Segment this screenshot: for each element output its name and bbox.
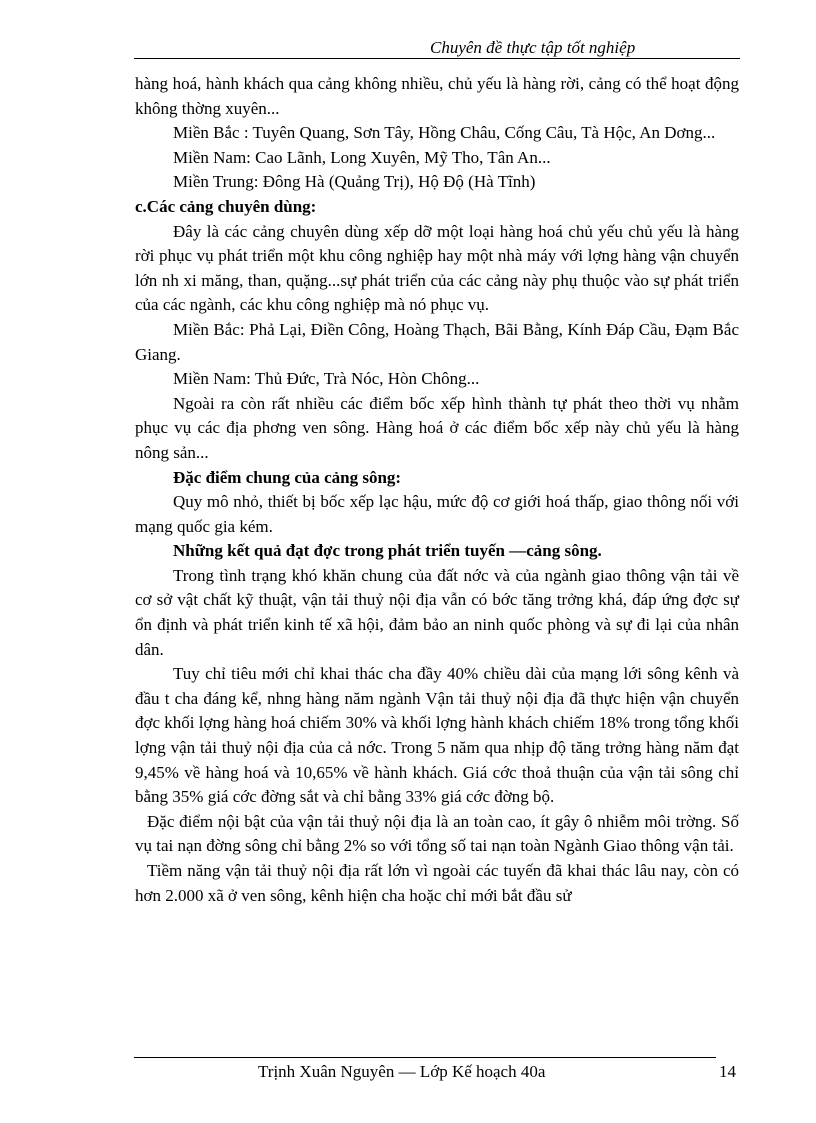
footer-divider [134, 1057, 716, 1058]
paragraph: Miền Nam: Thủ Đức, Trà Nóc, Hòn Chông... [173, 369, 480, 389]
paragraph: Miền Trung: Đông Hà (Quảng Trị), Hộ Độ (Hà Tĩnh) [173, 172, 536, 192]
paragraph: Miền Nam: Cao Lãnh, Long Xuyên, Mỹ Tho, Tân An... [173, 147, 551, 167]
header-divider [134, 58, 740, 59]
paragraph: Quy mô nhỏ, thiết bị bốc xếp lạc hậu, mức độ cơ giới hoá thấp, giao thông nối với mạng quốc gia kém. [135, 492, 739, 536]
paragraph: Ngoài ra còn rất nhiều các điểm bốc xếp hình thành tự phát theo thời vụ nhằm phục vụ các địa phơng ven sông. Hàng hoá ở các điểm bốc xếp này chủ yếu là hàng nông sản... [135, 393, 739, 462]
section-heading: c.Các cảng chuyên dùng: [135, 196, 317, 216]
section-heading: Những kết quả đạt đợc trong phát triển tuyến —cảng sông. [173, 541, 602, 561]
page-header-title: Chuyên đề thực tập tốt nghiệp [430, 38, 636, 57]
page-number: 14 [719, 1062, 736, 1081]
paragraph: Tuy chỉ tiêu mới chỉ khai thác cha đầy 40% chiều dài của mạng lới sông kênh và đầu t cha đáng kể, nhng hàng năm ngành Vận tải thuỷ nội địa đã thực hiện vận chuyển đợc khối lợng hàng hoá chiếm 30% và khối lợng hành khách chiếm 18% trong tổng khối lợng vận tải thuỷ nội địa của cả nớc. Trong 5 năm qua nhịp độ tăng trởng hàng năm đạt 9,45% về hàng hoá và 10,65% về hành khách. Giá cớc thoả thuận của vận tải sông chỉ bằng 35% giá cớc đờng sắt và chỉ bằng 33% giá cớc đờng bộ. [135, 664, 739, 807]
paragraph: Đặc điểm nội bật của vận tải thuỷ nội địa là an toàn cao, ít gây ô nhiễm môi trờng. Số vụ tai nạn đờng sông chỉ bằng 2% so với tổng số tai nạn toàn Ngành Giao thông vận tải. [135, 811, 739, 856]
paragraph: Trong tình trạng khó khăn chung của đất nớc và của ngành giao thông vận tải về cơ sở vật chất kỹ thuật, vận tải thuỷ nội địa vẫn có bớc tăng trởng khá, đáp ứng đợc sự ổn định và phát triển kinh tế xã hội, đảm bảo an ninh quốc phòng và sự đi lại của nhân dân. [135, 565, 739, 659]
footer-author: Trịnh Xuân Nguyên — Lớp Kế hoạch 40a [258, 1062, 546, 1081]
section-heading: Đặc điểm chung của cảng sông: [173, 467, 402, 487]
paragraph: Đây là các cảng chuyên dùng xếp dỡ một loại hàng hoá chủ yếu chủ yếu là hàng rời phục vụ phát triển một khu công nghiệp hay một nhà máy với lợng hàng vận chuyển lớn nh xi măng, than, quặng...sự phát triển của các cảng này phụ thuộc vào sự phát triển của các ngành, các khu công nghiệp mà nó phục vụ. [135, 221, 739, 315]
paragraph: Tiềm năng vận tải thuỷ nội địa rất lớn vì ngoài các tuyến đã khai thác lâu nay, còn có hơn 2.000 xã ở ven sông, kênh hiện cha hoặc chỉ mới bắt đầu sử [135, 861, 739, 905]
document-body [135, 72, 739, 908]
paragraph: Miền Bắc : Tuyên Quang, Sơn Tây, Hồng Châu, Cống Câu, Tà Hộc, An Dơng... [173, 123, 716, 143]
paragraph: hàng hoá, hành khách qua cảng không nhiều, chủ yếu là hàng rời, cảng có thể hoạt động không thờng xuyên... [135, 74, 739, 118]
paragraph: Miền Bắc: Phả Lại, Điền Công, Hoàng Thạch, Bãi Bằng, Kính Đáp Cầu, Đạm Bắc Giang. [135, 319, 739, 364]
